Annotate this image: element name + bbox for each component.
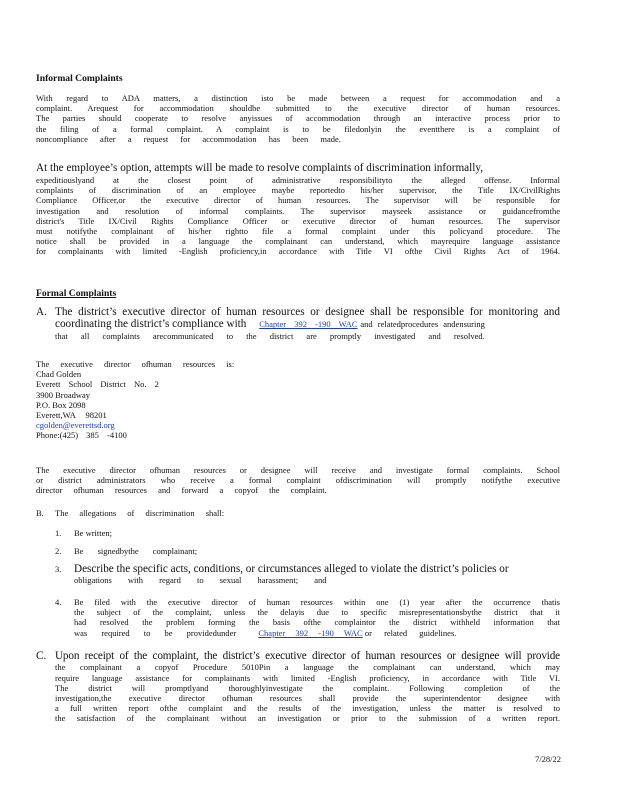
informal-para-2	[36, 175, 560, 257]
informal-para-2-lead: At the employee’s option, attempts will be made to resolve complaints of discrimination informally,	[36, 162, 483, 174]
text-line: complaint. Arequest for accommodation shouldbe submitted to the executive director of human resources.	[36, 103, 560, 114]
text-line: The executive director ofhuman resources or designee will receive and investigate formal complaints. School	[36, 465, 560, 475]
contact-org: Everett School District No. 2	[36, 379, 159, 390]
item-a-label: A.	[36, 306, 47, 318]
receive-para	[36, 465, 560, 496]
text-line	[74, 628, 560, 638]
text-line: notice shall be provided in a language the complainant can understand, which mayrequire language assistance	[36, 236, 560, 247]
contact-name: Chad Golden	[36, 369, 82, 380]
text-line: district's Title IX/Civil Rights Compliance Officer or executive director of human resources. The supervisor	[36, 215, 560, 226]
text-line: investigation and resolution of informal complaints. The supervisor mayseek assistance or guidancefromthe	[36, 205, 560, 216]
formal-heading	[36, 288, 560, 300]
contact-phone: Phone:(425) 385 -4100	[36, 430, 127, 441]
text-line: With regard to ADA matters, a distinction isto be made between a request for accommodation and a	[36, 93, 560, 103]
text-line: a full written report ofthe complaint and the results of the investigation, unless the matter is resolved to	[55, 703, 560, 714]
item-c	[36, 650, 560, 724]
text-line: the complainant a copyof Procedure 5010Pin a language the complainant can understand, which may	[55, 662, 560, 673]
text-line: The parties should cooperate to resolve anyissues of accommodation through an interactive process prior to	[36, 113, 560, 124]
contact-street: 3900 Broadway	[36, 389, 91, 400]
sub-item-2	[36, 546, 560, 556]
text-line: for complainants with limited -English proficiency,in accordance with Title VI ofthe Civil Rights Act of 1964.	[36, 246, 560, 257]
text-line: expeditiouslyand at the closest point of administrative responsibilityto the alleged offense. Informal	[36, 175, 560, 185]
item-b-text: The allegations of discrimination shall:	[55, 508, 225, 518]
text-line: complaints of discrimination of an employee maybe reportedto his/her supervisor, the Title IX/CivilRights	[36, 185, 560, 196]
text-line	[55, 318, 560, 330]
text-line: The district will promptlyand thoroughlyinvestigate the complaint. Following completion of the	[55, 682, 560, 693]
text-line: The district’s executive director of human resources or designee shall be responsible for monitoring and	[55, 306, 560, 318]
text-line: investigation,the executive director ofhuman resources shall provide the superintendentor designee with	[55, 693, 560, 704]
sub-item-number: 4.	[55, 597, 62, 607]
formal-heading-text: Formal Complaints	[36, 288, 117, 299]
text-line: had resolved the problem forming the basis ofthe complaintor the district withheld information that	[74, 617, 560, 628]
sub-item-4	[36, 597, 560, 638]
text-line: the satisfaction of the complainant without an investigation or prior to the submission of a written report.	[55, 713, 560, 724]
text-line: or district administrators who receive a formal complaint ofdiscrimination will promptly notifythe executive	[36, 475, 560, 486]
item-b	[36, 508, 560, 518]
contact-box: P.O. Box 2098	[36, 399, 86, 410]
text-span: coordinating the district’s compliance with	[55, 318, 247, 331]
informal-para-1	[36, 93, 560, 144]
footer-date: 7/28/22	[535, 754, 561, 764]
text-line: that all complaints arecommunicated to the district are promptly investigated and resolved.	[55, 330, 485, 341]
sub-item-number: 3.	[55, 564, 62, 574]
sub-item-text: Be written;	[74, 528, 113, 538]
item-a	[36, 306, 560, 341]
contact-block	[36, 359, 560, 441]
text-line: noncompliance after a request for accommodation has been made.	[36, 133, 341, 144]
item-c-label: C.	[36, 650, 47, 662]
text-line: Be filed with the executive director of human resources within one (1) year after the occurrence thatis	[74, 597, 560, 607]
sub-item-text: Be signedbythe complainant;	[74, 546, 198, 556]
contact-city: Everett,WA 98201	[36, 410, 107, 421]
text-line: Upon receipt of the complaint, the district’s executive director of human resources or designee will provide	[55, 650, 560, 662]
text-span: and relatedprocedures andensuring	[360, 319, 485, 330]
text-line: require language assistance for complainants with limited -English proficiency, in accordance with Title VI.	[55, 672, 560, 683]
wac-link[interactable]: Chapter 392 -190 WAC	[259, 319, 358, 330]
text-span: or related guidelines.	[364, 627, 457, 638]
text-line: the filing of a formal complaint. A complaint is to be filedonlyin the eventthere is a complaint of	[36, 123, 560, 134]
informal-heading: Informal Complaints	[36, 73, 123, 84]
text-line: director ofhuman resources and forward a copyof the complaint.	[36, 485, 327, 496]
text-line: Describe the specific acts, conditions, or circumstances alleged to violate the district’s policies or	[74, 563, 509, 575]
item-b-label: B.	[36, 508, 44, 518]
sub-item-number: 2.	[55, 546, 62, 556]
contact-email[interactable]: cgolden@everettsd.org	[36, 420, 115, 431]
text-line: Compliance Officer,or the executive director of human resources. The supervisor will be responsible for	[36, 195, 560, 206]
text-line: obligations with regard to sexual harassment; and	[74, 575, 327, 586]
sub-item-3	[36, 563, 560, 586]
text-line: must notifythe complainant of his/her rightto file a formal complaint under this policyand procedure. The	[36, 226, 560, 237]
sub-item-1	[36, 528, 560, 538]
contact-intro: The executive director ofhuman resources is:	[36, 359, 235, 369]
wac-link-2[interactable]: Chapter 392 -190 WAC	[258, 627, 363, 638]
sub-item-number: 1.	[55, 528, 62, 538]
text-line: the subject of the complaint, unless the delayis due to specific misrepresentationsbythe district that it	[74, 607, 560, 618]
text-span: was required to be providedunder	[74, 627, 237, 638]
